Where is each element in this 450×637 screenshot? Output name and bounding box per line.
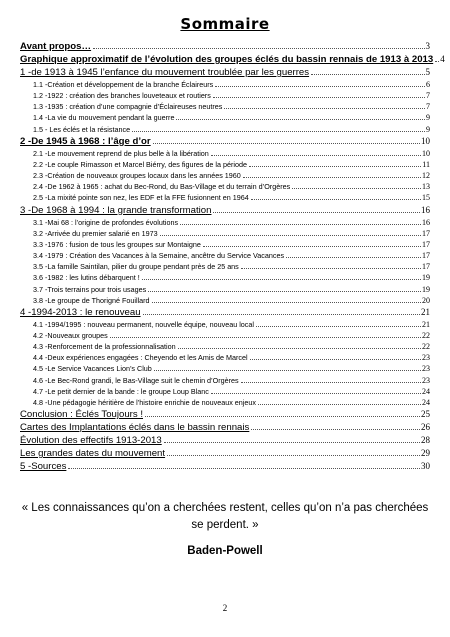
quote-text: « Les connaissances qu’on a cherchées restent, celles qu’on n’a pas cherchées se perdent. » — [21, 502, 429, 531]
toc-subsection-entry[interactable] — [20, 124, 430, 135]
toc-subsection-entry[interactable] — [20, 284, 430, 295]
toc-entry-page: 30 — [421, 461, 430, 472]
toc-entry-label: 3.5 -La famille Saintilan, pilier du groupe pendant près de 25 ans — [33, 262, 239, 272]
dot-leader — [180, 224, 421, 225]
toc-subsection-entry[interactable] — [20, 101, 430, 112]
page-title: Sommaire — [180, 15, 270, 33]
dot-leader — [178, 348, 421, 349]
dot-leader — [435, 61, 439, 62]
toc-subsection-entry[interactable] — [20, 261, 430, 272]
toc-entry-page: 15 — [422, 193, 430, 203]
toc-entry-page: 23 — [422, 353, 430, 363]
toc-subsection-entry[interactable] — [20, 272, 430, 283]
toc-entry-label: 4.2 -Nouveaux groupes — [33, 330, 108, 340]
toc-section-entry[interactable] — [20, 408, 430, 421]
toc-entry-page: 22 — [422, 342, 430, 352]
dot-leader — [213, 212, 420, 213]
toc-entry-page: 26 — [421, 422, 430, 433]
dot-leader — [251, 199, 421, 200]
toc-entry-label: 1.3 -1935 : création d’une compagnie d’Éclaireuses neutres — [33, 102, 223, 112]
toc-section-entry[interactable] — [20, 434, 430, 447]
toc-entry-page: 19 — [422, 273, 430, 283]
toc-subsection-entry[interactable] — [20, 352, 430, 363]
toc-entry-label: 2.2 -Le couple Rimasson et Marcel Biérry, des figures de la période — [33, 159, 247, 169]
toc-entry-page: 24 — [422, 397, 430, 407]
toc-entry-page: 4 — [440, 54, 445, 64]
toc-subsection-entry[interactable] — [20, 239, 430, 250]
page-number: 2 — [222, 603, 228, 613]
toc-entry-page: 22 — [422, 330, 430, 340]
toc-subsection-entry[interactable] — [20, 228, 430, 239]
toc-entry-page: 11 — [422, 159, 430, 169]
toc-entry-label: 1.4 -La vie du mouvement pendant la guerre — [33, 113, 175, 123]
toc-entry-label: 1.2 -1922 : création des branches louveteaux et routiers — [33, 91, 211, 101]
toc-section-entry[interactable] — [20, 306, 430, 319]
toc-entry-page: 3 — [425, 41, 430, 51]
dot-leader — [250, 359, 421, 360]
toc-subsection-entry[interactable] — [20, 363, 430, 374]
toc-entry-label: 3.2 -Arrivée du premier salarié en 1973 — [33, 228, 158, 238]
toc-entry-label: 3.8 -Le groupe de Thorigné Fouillard — [33, 295, 150, 305]
toc-entry-label: Graphique approximatif de l’évolution des groupes éclés du bassin rennais de 1913 à 2013 — [20, 54, 434, 65]
dot-leader — [211, 393, 421, 394]
toc-subsection-entry[interactable] — [20, 341, 430, 352]
dot-leader — [249, 166, 421, 167]
toc-subsection-entry[interactable] — [20, 159, 430, 170]
toc-entry-label: 4.1 -1994/1995 : nouveau permanent, nouvelle équipe, nouveau local — [33, 319, 254, 329]
toc-section-entry[interactable] — [20, 447, 430, 460]
toc-entry-label: 4.5 -Le Service Vacances Lion’s Club — [33, 364, 152, 374]
toc-subsection-entry[interactable] — [20, 79, 430, 90]
dot-leader — [143, 314, 420, 315]
toc-entry-page: 17 — [422, 239, 430, 249]
toc-entry-label: 2.1 -Le mouvement reprend de plus belle à la libération — [33, 148, 209, 158]
dot-leader — [311, 74, 424, 75]
toc-entry-label: 1.5 - Les éclés et la résistance — [33, 124, 131, 134]
toc-entry-label: Les grandes dates du mouvement — [20, 448, 166, 460]
toc-subsection-entry[interactable] — [20, 319, 430, 330]
toc-subsection-entry[interactable] — [20, 148, 430, 159]
toc-entry-page: 21 — [422, 319, 430, 329]
toc-entry-label: 3 -De 1968 à 1994 : la grande transformation — [20, 204, 212, 216]
toc-entry-label: 3.1 -Mai 68 : l’origine de profondes évolutions — [33, 217, 179, 227]
dot-leader — [203, 246, 421, 247]
toc-entry-page: 24 — [422, 386, 430, 396]
dot-leader — [145, 416, 420, 417]
dot-leader — [241, 382, 421, 383]
dot-leader — [93, 48, 424, 49]
toc-entry-page: 10 — [421, 135, 430, 146]
dot-leader — [68, 468, 420, 469]
toc-subsection-entry[interactable] — [20, 217, 430, 228]
dot-leader — [164, 442, 420, 443]
toc-entry-page: 7 — [426, 91, 430, 101]
toc-entry-page: 23 — [422, 375, 430, 385]
toc-entry-page: 5 — [425, 67, 430, 77]
dot-leader — [286, 257, 421, 258]
dot-leader — [160, 235, 421, 236]
toc-entry-label: Conclusion : Éclés Toujours ! — [20, 409, 144, 421]
toc-subsection-entry[interactable] — [20, 170, 430, 181]
toc-entry-page: 19 — [422, 284, 430, 294]
toc-entry-page: 20 — [422, 295, 430, 305]
toc-entry-page: 17 — [422, 251, 430, 261]
toc-entry-label: 4.8 -Une pédagogie héritière de l’histoire enrichie de nouveaux enjeux — [33, 397, 256, 407]
toc-subsection-entry[interactable] — [20, 250, 430, 261]
toc-entry-page: 28 — [421, 435, 430, 446]
toc-entry-page: 12 — [422, 171, 430, 181]
toc-entry-label: 3.6 -1982 : les lutins débarquent ! — [33, 273, 140, 283]
toc-subsection-entry[interactable] — [20, 330, 430, 341]
dot-leader — [110, 337, 421, 338]
toc-entry-page: 16 — [421, 204, 430, 215]
dot-leader — [243, 177, 421, 178]
toc-entry-page: 10 — [422, 148, 430, 158]
toc-subsection-entry[interactable] — [20, 386, 430, 397]
dot-leader — [132, 131, 425, 132]
quote-author: Baden-Powell — [187, 545, 263, 557]
toc-entry-page: 9 — [426, 124, 430, 134]
toc-entry-page: 25 — [421, 409, 430, 420]
toc-entry-label: 2.3 -Création de nouveaux groupes locaux dans les années 1960 — [33, 171, 241, 181]
dot-leader — [292, 188, 421, 189]
toc-subsection-entry[interactable] — [20, 295, 430, 306]
dot-leader — [154, 370, 421, 371]
table-of-contents — [20, 40, 445, 473]
toc-subsection-entry[interactable] — [20, 90, 430, 101]
toc-entry-label: 4.4 -Deux expériences engagées : Cheyendo et les Amis de Marcel — [33, 353, 248, 363]
toc-section-entry[interactable] — [20, 204, 430, 217]
toc-entry-label: 3.7 -Trois terrains pour trois usages — [33, 284, 147, 294]
toc-entry-page: 23 — [422, 364, 430, 374]
toc-entry-page: 17 — [422, 262, 430, 272]
dot-leader — [241, 268, 421, 269]
dot-leader — [251, 429, 420, 430]
toc-entry-page: 6 — [426, 80, 430, 89]
dot-leader — [148, 291, 421, 292]
dot-leader — [215, 86, 425, 87]
toc-entry-label: 2.4 -De 1962 à 1965 : achat du Bec-Rond, du Bas-Village et du terrain d’Orgères — [33, 182, 291, 192]
toc-entry-page: 7 — [426, 102, 430, 112]
toc-entry-label: 3.4 -1979 : Création des Vacances à la Semaine, ancêtre du Service Vacances — [33, 251, 285, 261]
toc-subsection-entry[interactable] — [20, 375, 430, 386]
toc-entry-page: 16 — [422, 217, 430, 227]
toc-entry-label: 1.1 -Création et développement de la branche Éclaireurs — [33, 80, 214, 89]
toc-entry-label: 5 -Sources — [20, 461, 67, 473]
toc-entry-page: 13 — [422, 182, 430, 192]
toc-entry-page: 17 — [422, 228, 430, 238]
dot-leader — [142, 279, 421, 280]
toc-section-entry[interactable] — [20, 460, 430, 473]
toc-entry-label: 4 -1994-2013 : le renouveau — [20, 306, 141, 318]
dot-leader — [153, 143, 420, 144]
toc-entry-label: 2 -De 1945 à 1968 : l’âge d’or — [20, 135, 151, 147]
toc-entry-page: 21 — [421, 306, 430, 317]
toc-section-entry[interactable] — [20, 66, 430, 79]
toc-entry-label: Avant propos… — [20, 41, 92, 52]
toc-subsection-entry[interactable] — [20, 192, 430, 203]
toc-section-entry[interactable] — [20, 40, 430, 53]
toc-entry-label: 4.3 -Renforcement de la professionnalisation — [33, 342, 176, 352]
dot-leader — [152, 302, 421, 303]
dot-leader — [224, 108, 425, 109]
toc-subsection-entry[interactable] — [20, 112, 430, 123]
toc-entry-label: Cartes des Implantations éclés dans le bassin rennais — [20, 422, 250, 434]
toc-section-entry[interactable] — [20, 135, 430, 148]
dot-leader — [258, 404, 421, 405]
toc-entry-label: 1 -de 1913 à 1945 l’enfance du mouvement troublée par les guerres — [20, 67, 310, 78]
toc-entry-label: Évolution des effectifs 1913-2013 — [20, 435, 162, 447]
toc-entry-label: 4.6 -Le Bec-Rond grandi, le Bas-Village suit le chemin d’Orgères — [33, 375, 239, 385]
toc-subsection-entry[interactable] — [20, 181, 430, 192]
toc-section-entry[interactable] — [20, 53, 445, 66]
dot-leader — [256, 326, 421, 327]
toc-entry-label: 2.5 -La mixité pointe son nez, les EDF et la FFE fusionnent en 1964 — [33, 193, 249, 203]
toc-entry-label: 3.3 -1976 : fusion de tous les groupes sur Montaigne — [33, 239, 201, 249]
toc-section-entry[interactable] — [20, 421, 430, 434]
toc-entry-page: 29 — [421, 448, 430, 459]
dot-leader — [167, 455, 420, 456]
dot-leader — [176, 119, 425, 120]
toc-entry-page: 9 — [426, 113, 430, 123]
toc-entry-label: 4.7 -Le petit dernier de la bande : le groupe Loup Blanc — [33, 386, 209, 396]
dot-leader — [211, 155, 421, 156]
dot-leader — [213, 97, 425, 98]
toc-subsection-entry[interactable] — [20, 397, 430, 408]
